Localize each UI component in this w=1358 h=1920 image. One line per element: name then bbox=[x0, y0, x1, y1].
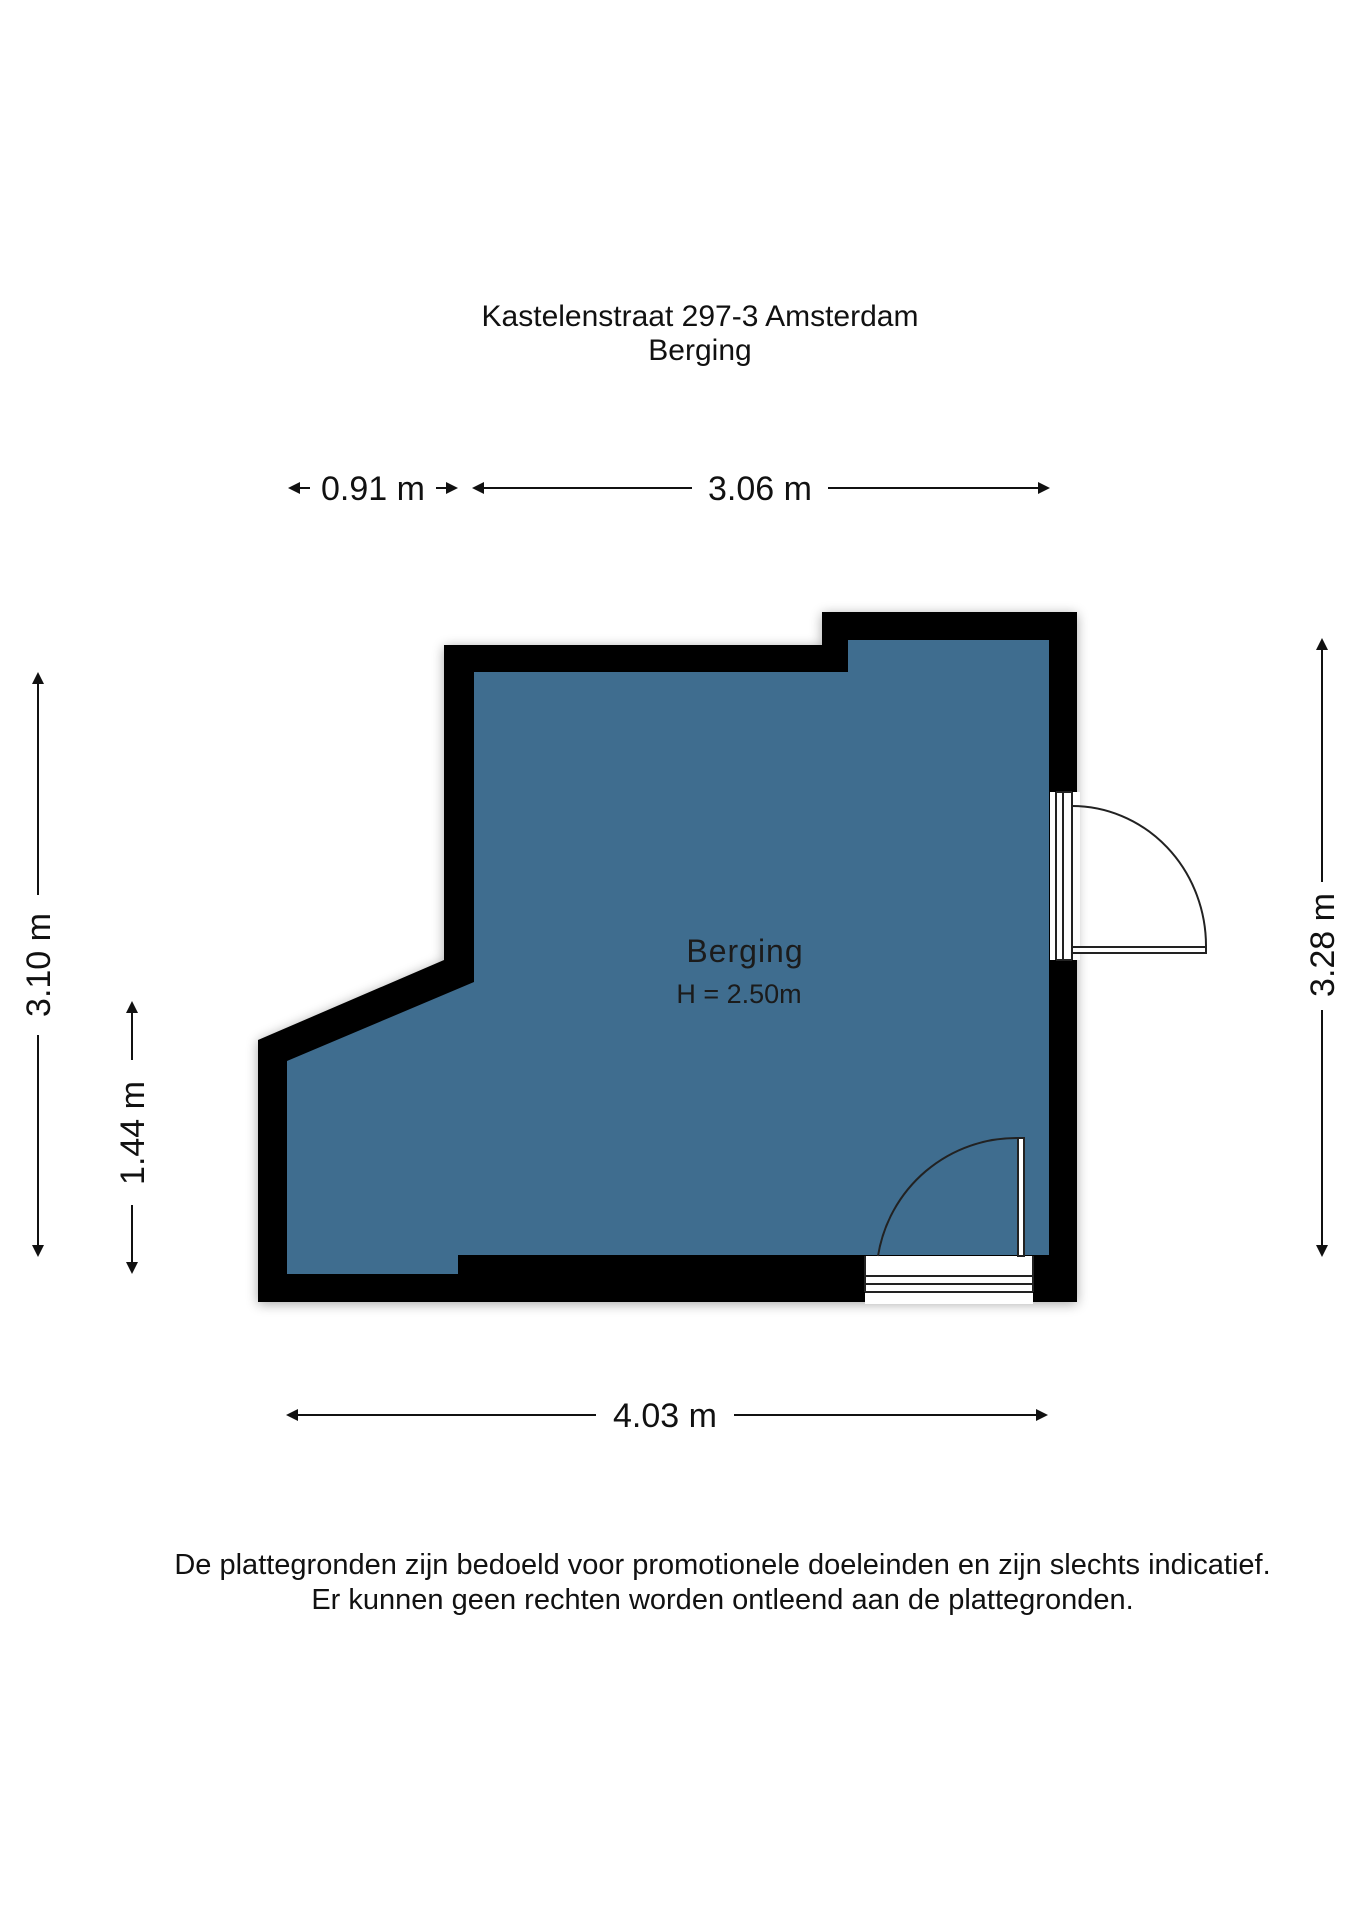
room-floor bbox=[287, 640, 1049, 1274]
dimension-top-right bbox=[474, 470, 1048, 508]
dimension-label-right: 3.28 m bbox=[1304, 893, 1342, 997]
dimension-label-left-outer: 3.10 m bbox=[20, 913, 58, 1017]
dimension-left-outer bbox=[20, 674, 58, 1255]
room-height-label: H = 2.50m bbox=[676, 979, 802, 1009]
disclaimer-line-2: Er kunnen geen rechten worden ontleend aan de plattegronden. bbox=[311, 1584, 1134, 1616]
disclaimer bbox=[0, 1548, 1358, 1618]
dimension-label-bottom: 4.03 m bbox=[613, 1397, 717, 1435]
dimension-bottom bbox=[288, 1397, 1046, 1435]
dimension-label-left-inner: 1.44 m bbox=[114, 1081, 152, 1185]
floor-title: Berging bbox=[648, 334, 752, 367]
dimension-left-inner bbox=[114, 1003, 152, 1272]
dimension-label-top-left: 0.91 m bbox=[321, 470, 425, 508]
disclaimer-line-1: De plattegronden zijn bedoeld voor promotionele doeleinden en zijn slechts indicatief. bbox=[174, 1549, 1271, 1581]
address-title: Kastelenstraat 297-3 Amsterdam bbox=[481, 300, 919, 333]
right-door bbox=[1050, 792, 1206, 960]
dimension-label-top-right: 3.06 m bbox=[708, 470, 812, 508]
dimension-right bbox=[1304, 640, 1342, 1255]
dimension-top-left bbox=[290, 470, 456, 508]
room-name-label: Berging bbox=[686, 933, 804, 969]
